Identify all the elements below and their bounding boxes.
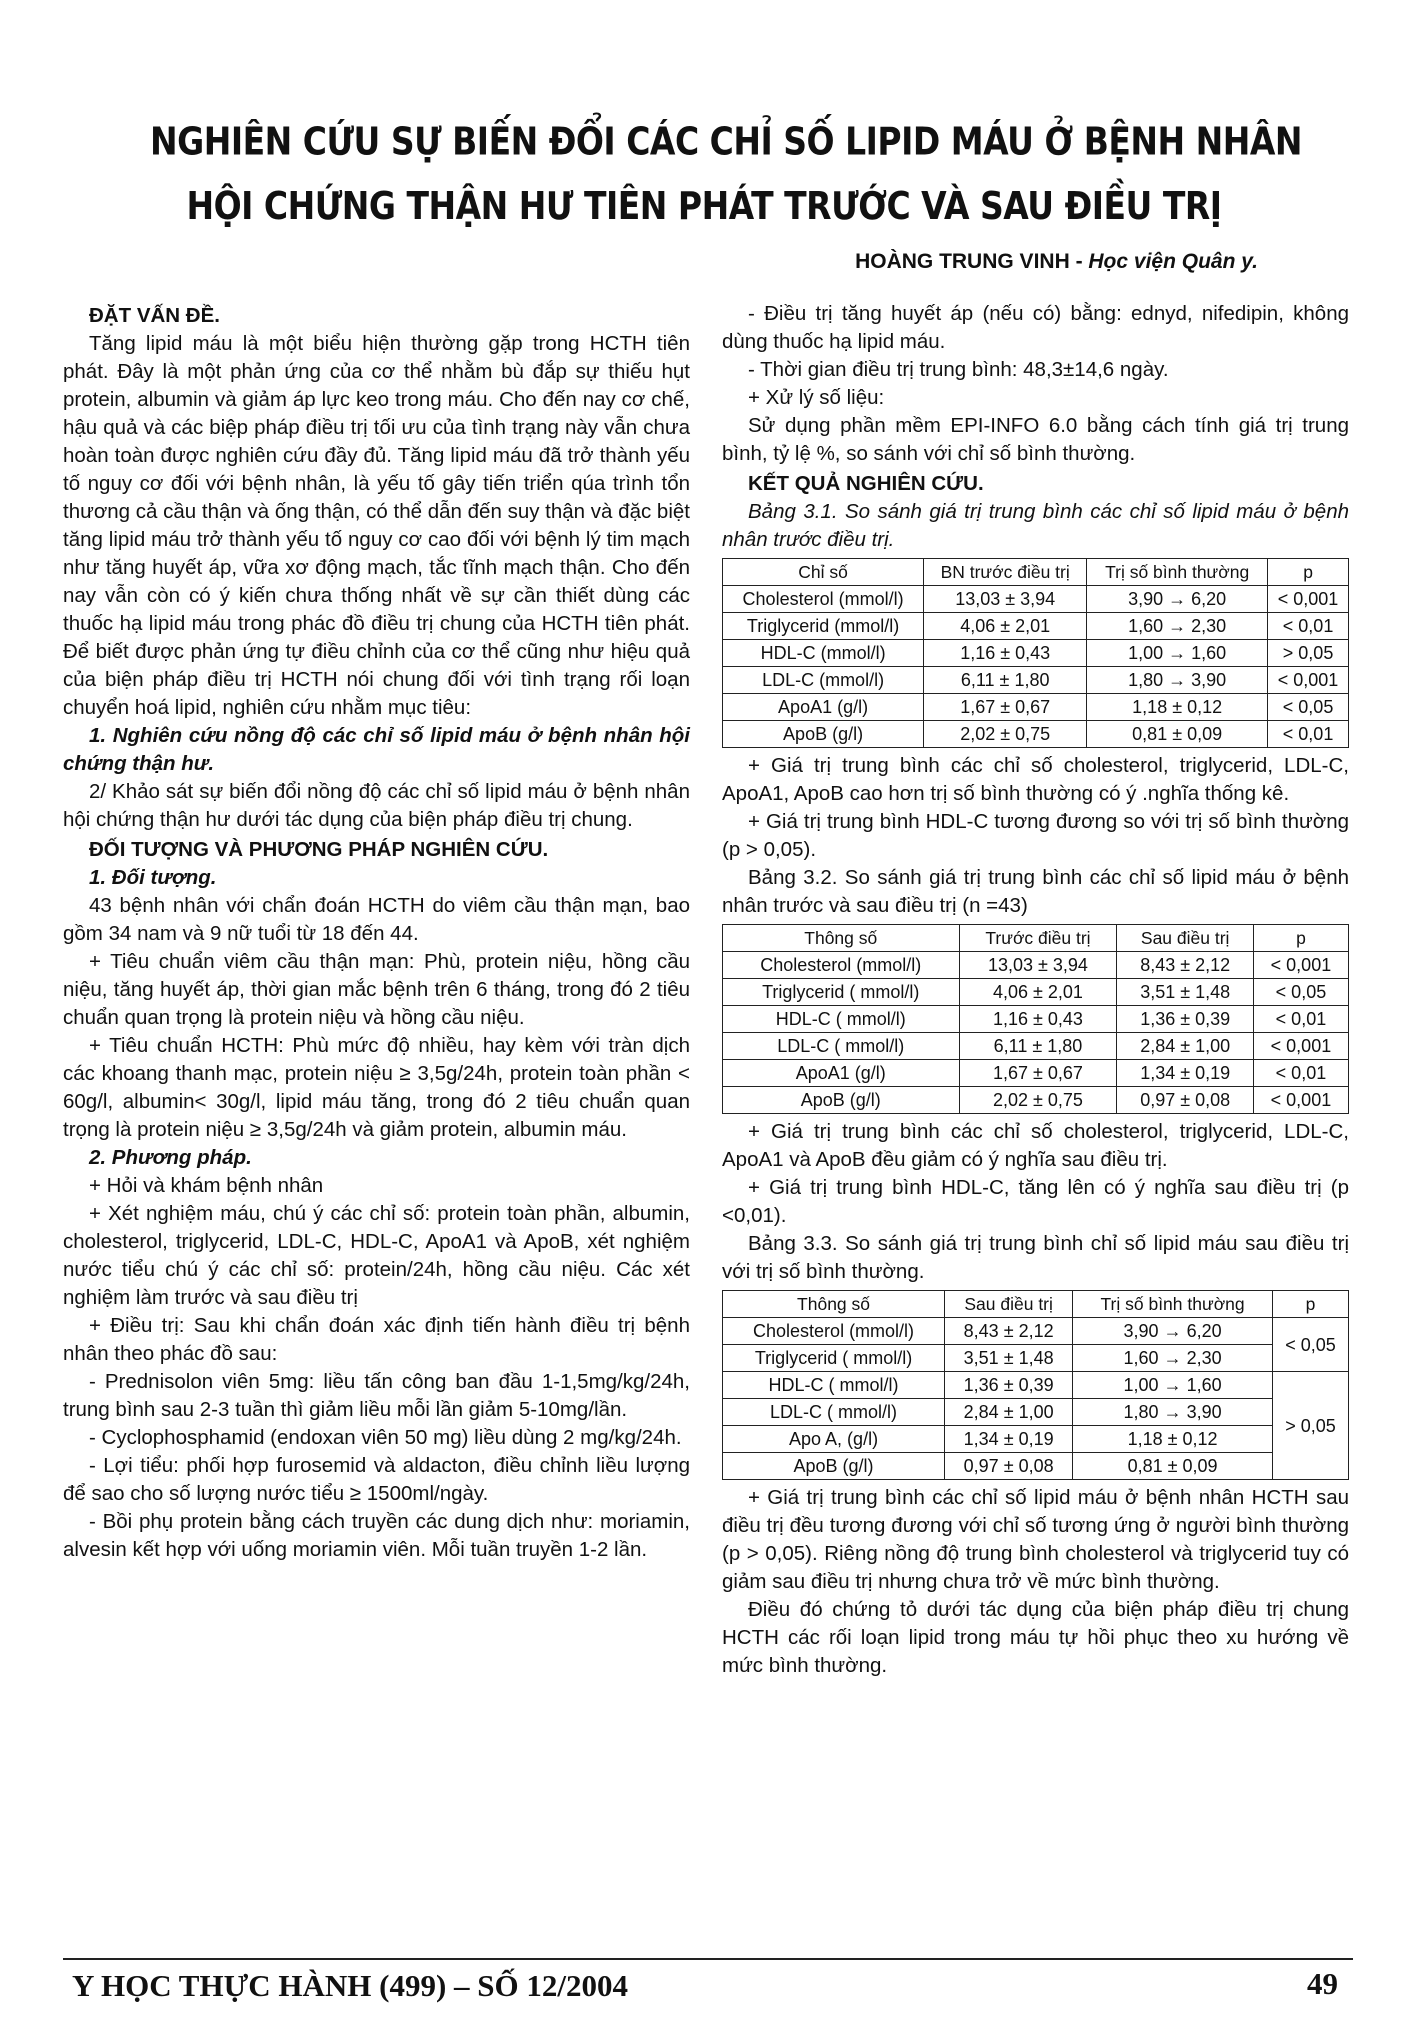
table-row [723, 694, 1349, 721]
table-cell: < 0,01 [1268, 613, 1349, 640]
table-cell: 4,06 ± 2,01 [959, 979, 1117, 1006]
table-cell: HDL-C ( mmol/l) [723, 1006, 960, 1033]
table-1-note-1: + Giá trị trung bình các chỉ số cholesterol, triglycerid, LDL-C, ApoA1, ApoB cao hơn trị số bình thường có ý .nghĩa thống kê. [722, 754, 1349, 805]
aim-2: 2/ Khảo sát sự biến đổi nồng độ các chỉ số lipid máu ở bệnh nhân hội chứng thận hư dưới tác dụng của biện pháp điều trị chung. [63, 780, 690, 831]
table-cell: < 0,001 [1268, 667, 1349, 694]
table-cell: HDL-C ( mmol/l) [723, 1372, 945, 1399]
table-row [723, 1318, 1349, 1345]
table-cell: Triglycerid ( mmol/l) [723, 979, 960, 1006]
table-row [723, 640, 1349, 667]
table-cell: < 0,001 [1253, 1087, 1348, 1114]
table-cell: 3,90 → 6,20 [1073, 1318, 1273, 1345]
table-2-caption: Bảng 3.2. So sánh giá trị trung bình các chỉ số lipid máu ở bệnh nhân trước và sau điều trị (n =43) [722, 866, 1349, 917]
data-processing-paragraph: Sử dụng phần mềm EPI-INFO 6.0 bằng cách tính giá trị trung bình, tỷ lệ %, so sánh với chỉ số bình thường. [722, 414, 1349, 465]
subjects-paragraph-2: + Tiêu chuẩn viêm cầu thận mạn: Phù, protein niệu, hồng cầu niệu, tăng huyết áp, thời gian mắc bệnh trên 6 tháng, trong đó 2 tiêu chuẩn quan trọng là protein niệu và hồng cầu niệu. [63, 950, 690, 1029]
table-cell: 1,16 ± 0,43 [959, 1006, 1117, 1033]
table-1 [722, 558, 1349, 748]
table-cell: Triglycerid ( mmol/l) [723, 1345, 945, 1372]
table-cell: 1,00 → 1,60 [1087, 640, 1268, 667]
author-line [855, 250, 1258, 274]
table-cell: 1,67 ± 0,67 [924, 694, 1087, 721]
table-cell: ApoB (g/l) [723, 1087, 960, 1114]
table-cell: ApoA1 (g/l) [723, 1060, 960, 1087]
data-processing-label: + Xử lý số liệu: [748, 386, 885, 409]
aim-1: 1. Nghiên cứu nồng độ các chỉ số lipid máu ở bệnh nhân hội chứng thận hư. [63, 724, 690, 775]
methods-paragraph-6: - Lợi tiểu: phối hợp furosemid và aldacton, điều chỉnh liều lượng để sao cho số lượng nước tiểu ≥ 1500ml/ngày. [63, 1454, 690, 1505]
table-cell: < 0,01 [1253, 1006, 1348, 1033]
subjects-subheading: 1. Đối tượng. [89, 866, 217, 889]
table-cell: < 0,01 [1268, 721, 1349, 748]
table-row [723, 1087, 1349, 1114]
table-3-header: Trị số bình thường [1073, 1291, 1273, 1318]
table-cell: < 0,05 [1253, 979, 1348, 1006]
table-cell: 1,80 → 3,90 [1087, 667, 1268, 694]
table-cell: > 0,05 [1268, 640, 1349, 667]
table-row [723, 1426, 1349, 1453]
page-number: 49 [1307, 1966, 1338, 2001]
table-cell: Cholesterol (mmol/l) [723, 952, 960, 979]
table-3-header: Thông số [723, 1291, 945, 1318]
table-cell: 2,02 ± 0,75 [959, 1087, 1117, 1114]
treatment-paragraph-1: - Điều trị tăng huyết áp (nếu có) bằng: ednyd, nifedipin, không dùng thuốc hạ lipid máu. [722, 302, 1349, 353]
table-1-header: Trị số bình thường [1087, 559, 1268, 586]
table-cell: 0,97 ± 0,08 [1117, 1087, 1253, 1114]
table-row [723, 979, 1349, 1006]
results-heading: KẾT QUẢ NGHIÊN CỨU. [748, 472, 984, 495]
table-row [723, 586, 1349, 613]
table-2-header: Trước điều trị [959, 925, 1117, 952]
table-cell: 1,00 → 1,60 [1073, 1372, 1273, 1399]
methods-paragraph-7: - Bồi phụ protein bằng cách truyền các dung dịch như: moriamin, alvesin kết hợp với uống moriamin viên. Mỗi tuần truyền 1-2 lần. [63, 1510, 690, 1561]
table-cell: 1,60 → 2,30 [1073, 1345, 1273, 1372]
conclusion-paragraph: Điều đó chứng tỏ dưới tác dụng của biện pháp điều trị chung HCTH các rối loạn lipid trong máu tự hồi phục theo xu hướng về mức bình thường. [722, 1598, 1349, 1677]
table-3-header: p [1272, 1291, 1348, 1318]
table-cell: LDL-C ( mmol/l) [723, 1033, 960, 1060]
left-column [63, 300, 690, 1564]
table-cell: < 0,001 [1253, 1033, 1348, 1060]
table-3-caption: Bảng 3.3. So sánh giá trị trung bình chỉ số lipid máu sau điều trị với trị số bình thường. [722, 1232, 1349, 1283]
journal-name: Y HỌC THỰC HÀNH (499) – SỐ 12/2004 [72, 1968, 629, 2003]
right-column [722, 300, 1349, 1680]
table-cell: 1,60 → 2,30 [1087, 613, 1268, 640]
table-row [723, 1345, 1349, 1372]
table-cell: 2,84 ± 1,00 [1117, 1033, 1253, 1060]
table-cell: 6,11 ± 1,80 [924, 667, 1087, 694]
table-cell: 4,06 ± 2,01 [924, 613, 1087, 640]
table-2-note-1: + Giá trị trung bình các chỉ số cholesterol, triglycerid, LDL-C, ApoA1 và ApoB đều giảm có ý nghĩa sau điều trị. [722, 1120, 1349, 1171]
table-cell: 13,03 ± 3,94 [924, 586, 1087, 613]
table-cell: 13,03 ± 3,94 [959, 952, 1117, 979]
table-cell: 1,80 → 3,90 [1073, 1399, 1273, 1426]
table-cell: ApoB (g/l) [723, 1453, 945, 1480]
table-row [723, 613, 1349, 640]
table-row [723, 1033, 1349, 1060]
table-2 [722, 924, 1349, 1114]
table-1-header: BN trước điều trị [924, 559, 1087, 586]
table-3 [722, 1290, 1349, 1480]
table-3-note-1: + Giá trị trung bình các chỉ số lipid máu ở bệnh nhân HCTH sau điều trị đều tương đương với chỉ số tương ứng ở người bình thường (p > 0,05). Riêng nồng độ trung bình cholesterol và triglycerid tuy có giảm sau điều trị nhưng chưa trở về mức bình thường. [722, 1486, 1349, 1593]
table-1-caption: Bảng 3.1. So sánh giá trị trung bình các chỉ số lipid máu ở bệnh nhân trước điều trị. [722, 500, 1349, 551]
table-cell: Apo A, (g/l) [723, 1426, 945, 1453]
title-line-2: HỘI CHỨNG THẬN HƯ TIÊN PHÁT TRƯỚC VÀ SAU ĐIỀU TRỊ [186, 183, 1222, 229]
table-cell: 6,11 ± 1,80 [959, 1033, 1117, 1060]
table-cell: > 0,05 [1272, 1372, 1348, 1480]
table-2-header: Thông số [723, 925, 960, 952]
table-1-header: p [1268, 559, 1349, 586]
table-cell: 1,18 ± 0,12 [1087, 694, 1268, 721]
table-cell: 2,02 ± 0,75 [924, 721, 1087, 748]
table-row [723, 721, 1349, 748]
table-cell: 3,51 ± 1,48 [945, 1345, 1073, 1372]
table-cell: 1,67 ± 0,67 [959, 1060, 1117, 1087]
table-cell: 1,18 ± 0,12 [1073, 1426, 1273, 1453]
methods-paragraph-3: + Điều trị: Sau khi chẩn đoán xác định tiến hành điều trị bệnh nhân theo phác đồ sau: [63, 1314, 690, 1365]
table-cell: LDL-C ( mmol/l) [723, 1399, 945, 1426]
table-cell: 3,90 → 6,20 [1087, 586, 1268, 613]
table-cell: LDL-C (mmol/l) [723, 667, 924, 694]
table-row [723, 667, 1349, 694]
table-cell: 1,36 ± 0,39 [945, 1372, 1073, 1399]
subjects-paragraph-1: 43 bệnh nhân với chẩn đoán HCTH do viêm cầu thận mạn, bao gồm 34 nam và 9 nữ tuổi từ 18 đến 44. [63, 894, 690, 945]
title-line-1: NGHIÊN CỨU SỰ BIẾN ĐỔI CÁC CHỈ SỐ LIPID MÁU Ở BỆNH NHÂN [150, 118, 1303, 164]
table-cell: Triglycerid (mmol/l) [723, 613, 924, 640]
methods-heading: ĐỐI TƯỢNG VÀ PHƯƠNG PHÁP NGHIÊN CỨU. [89, 838, 549, 861]
table-cell: < 0,001 [1268, 586, 1349, 613]
table-cell: 8,43 ± 2,12 [945, 1318, 1073, 1345]
table-cell: 1,16 ± 0,43 [924, 640, 1087, 667]
table-cell: 8,43 ± 2,12 [1117, 952, 1253, 979]
table-cell: < 0,05 [1272, 1318, 1348, 1372]
methods-paragraph-1: + Hỏi và khám bệnh nhân [89, 1174, 324, 1197]
table-2-note-2: + Giá trị trung bình HDL-C, tăng lên có ý nghĩa sau điều trị (p <0,01). [722, 1176, 1349, 1227]
table-cell: ApoA1 (g/l) [723, 694, 924, 721]
table-row [723, 1399, 1349, 1426]
footer-divider [63, 1958, 1353, 1960]
table-cell: HDL-C (mmol/l) [723, 640, 924, 667]
table-cell: 0,81 ± 0,09 [1087, 721, 1268, 748]
table-2-header: Sau điều trị [1117, 925, 1253, 952]
table-cell: 1,36 ± 0,39 [1117, 1006, 1253, 1033]
table-2-header: p [1253, 925, 1348, 952]
table-3-header: Sau điều trị [945, 1291, 1073, 1318]
table-cell: 0,97 ± 0,08 [945, 1453, 1073, 1480]
table-cell: Cholesterol (mmol/l) [723, 586, 924, 613]
table-cell: < 0,001 [1253, 952, 1348, 979]
table-cell: 1,34 ± 0,19 [945, 1426, 1073, 1453]
table-cell: 3,51 ± 1,48 [1117, 979, 1253, 1006]
article-title [150, 110, 1303, 239]
methods-subheading: 2. Phương pháp. [89, 1146, 252, 1169]
table-1-note-2: + Giá trị trung bình HDL-C tương đương so với trị số bình thường (p > 0,05). [722, 810, 1349, 861]
table-cell: 0,81 ± 0,09 [1073, 1453, 1273, 1480]
table-cell: ApoB (g/l) [723, 721, 924, 748]
table-cell: 2,84 ± 1,00 [945, 1399, 1073, 1426]
table-row [723, 1006, 1349, 1033]
author-name: HOÀNG TRUNG VINH - [855, 250, 1089, 273]
table-cell: Cholesterol (mmol/l) [723, 1318, 945, 1345]
table-row [723, 1453, 1349, 1480]
methods-paragraph-4: - Prednisolon viên 5mg: liều tấn công ban đầu 1-1,5mg/kg/24h, trung bình sau 2-3 tuần thì giảm liều mỗi lần giảm 5-10mg/lần. [63, 1370, 690, 1421]
table-row [723, 1060, 1349, 1087]
table-row [723, 952, 1349, 979]
table-1-header: Chỉ số [723, 559, 924, 586]
methods-paragraph-5: - Cyclophosphamid (endoxan viên 50 mg) liều dùng 2 mg/kg/24h. [89, 1426, 682, 1449]
intro-heading: ĐẶT VẤN ĐỀ. [89, 304, 220, 327]
table-cell: < 0,01 [1253, 1060, 1348, 1087]
intro-paragraph: Tăng lipid máu là một biểu hiện thường gặp trong HCTH tiên phát. Đây là một phản ứng của cơ thể nhằm bù đắp sự thiếu hụt protein, albumin và giảm áp lực keo trong máu. Cho đến nay cơ chế, hậu quả và các biệp pháp điều trị tối ưu của tình trạng này vẫn chưa hoàn toàn được nghiên cứu đầy đủ. Tăng lipid máu đã trở thành yếu tố nguy cơ đối với bệnh nhân, là yếu tố gây tiến triển qúa trình tổn thương cả cầu thận và ống thận, có thể dẫn đến suy thận và đặc biệt tăng lipid máu trở thành yếu tố nguy cơ cao đối với bệnh lý tim mạch như tăng huyết áp, vữa xơ động mạch, tắc tĩnh mạch thận. Cho đến nay vẫn còn có ý kiến chưa thống nhất về sự cần thiết dùng các thuốc hạ lipid máu trong phác đồ điều trị chung của HCTH tiên phát. Để biết được phản ứng tự điều chỉnh của cơ thể cũng như hiệu quả của biện pháp điều trị HCTH nói chung đối với tình trạng rối loạn chuyển hoá lipid, nghiên cứu nhằm mục tiêu: [63, 332, 690, 719]
author-affiliation: Học viện Quân y. [1088, 250, 1258, 273]
table-cell: 1,34 ± 0,19 [1117, 1060, 1253, 1087]
subjects-paragraph-3: + Tiêu chuẩn HCTH: Phù mức độ nhiều, hay kèm với tràn dịch các khoang thanh mạc, protein niệu ≥ 3,5g/24h, protein toàn phần < 60g/l, albumin< 30g/l, lipid máu tăng, trong đó 2 tiêu chuẩn quan trọng là protein niệu ≥ 3,5g/24h và giảm protein, albumin máu. [63, 1034, 690, 1141]
methods-paragraph-2: + Xét nghiệm máu, chú ý các chỉ số: protein toàn phần, albumin, cholesterol, triglycerid, LDL-C, HDL-C, ApoA1 và ApoB, xét nghiệm nước tiểu chú ý các chỉ số: protein/24h, hồng cầu niệu. Các xét nghiệm làm trước và sau điều trị [63, 1202, 690, 1309]
treatment-paragraph-2: - Thời gian điều trị trung bình: 48,3±14,6 ngày. [748, 358, 1169, 381]
table-cell: < 0,05 [1268, 694, 1349, 721]
table-row [723, 1372, 1349, 1399]
